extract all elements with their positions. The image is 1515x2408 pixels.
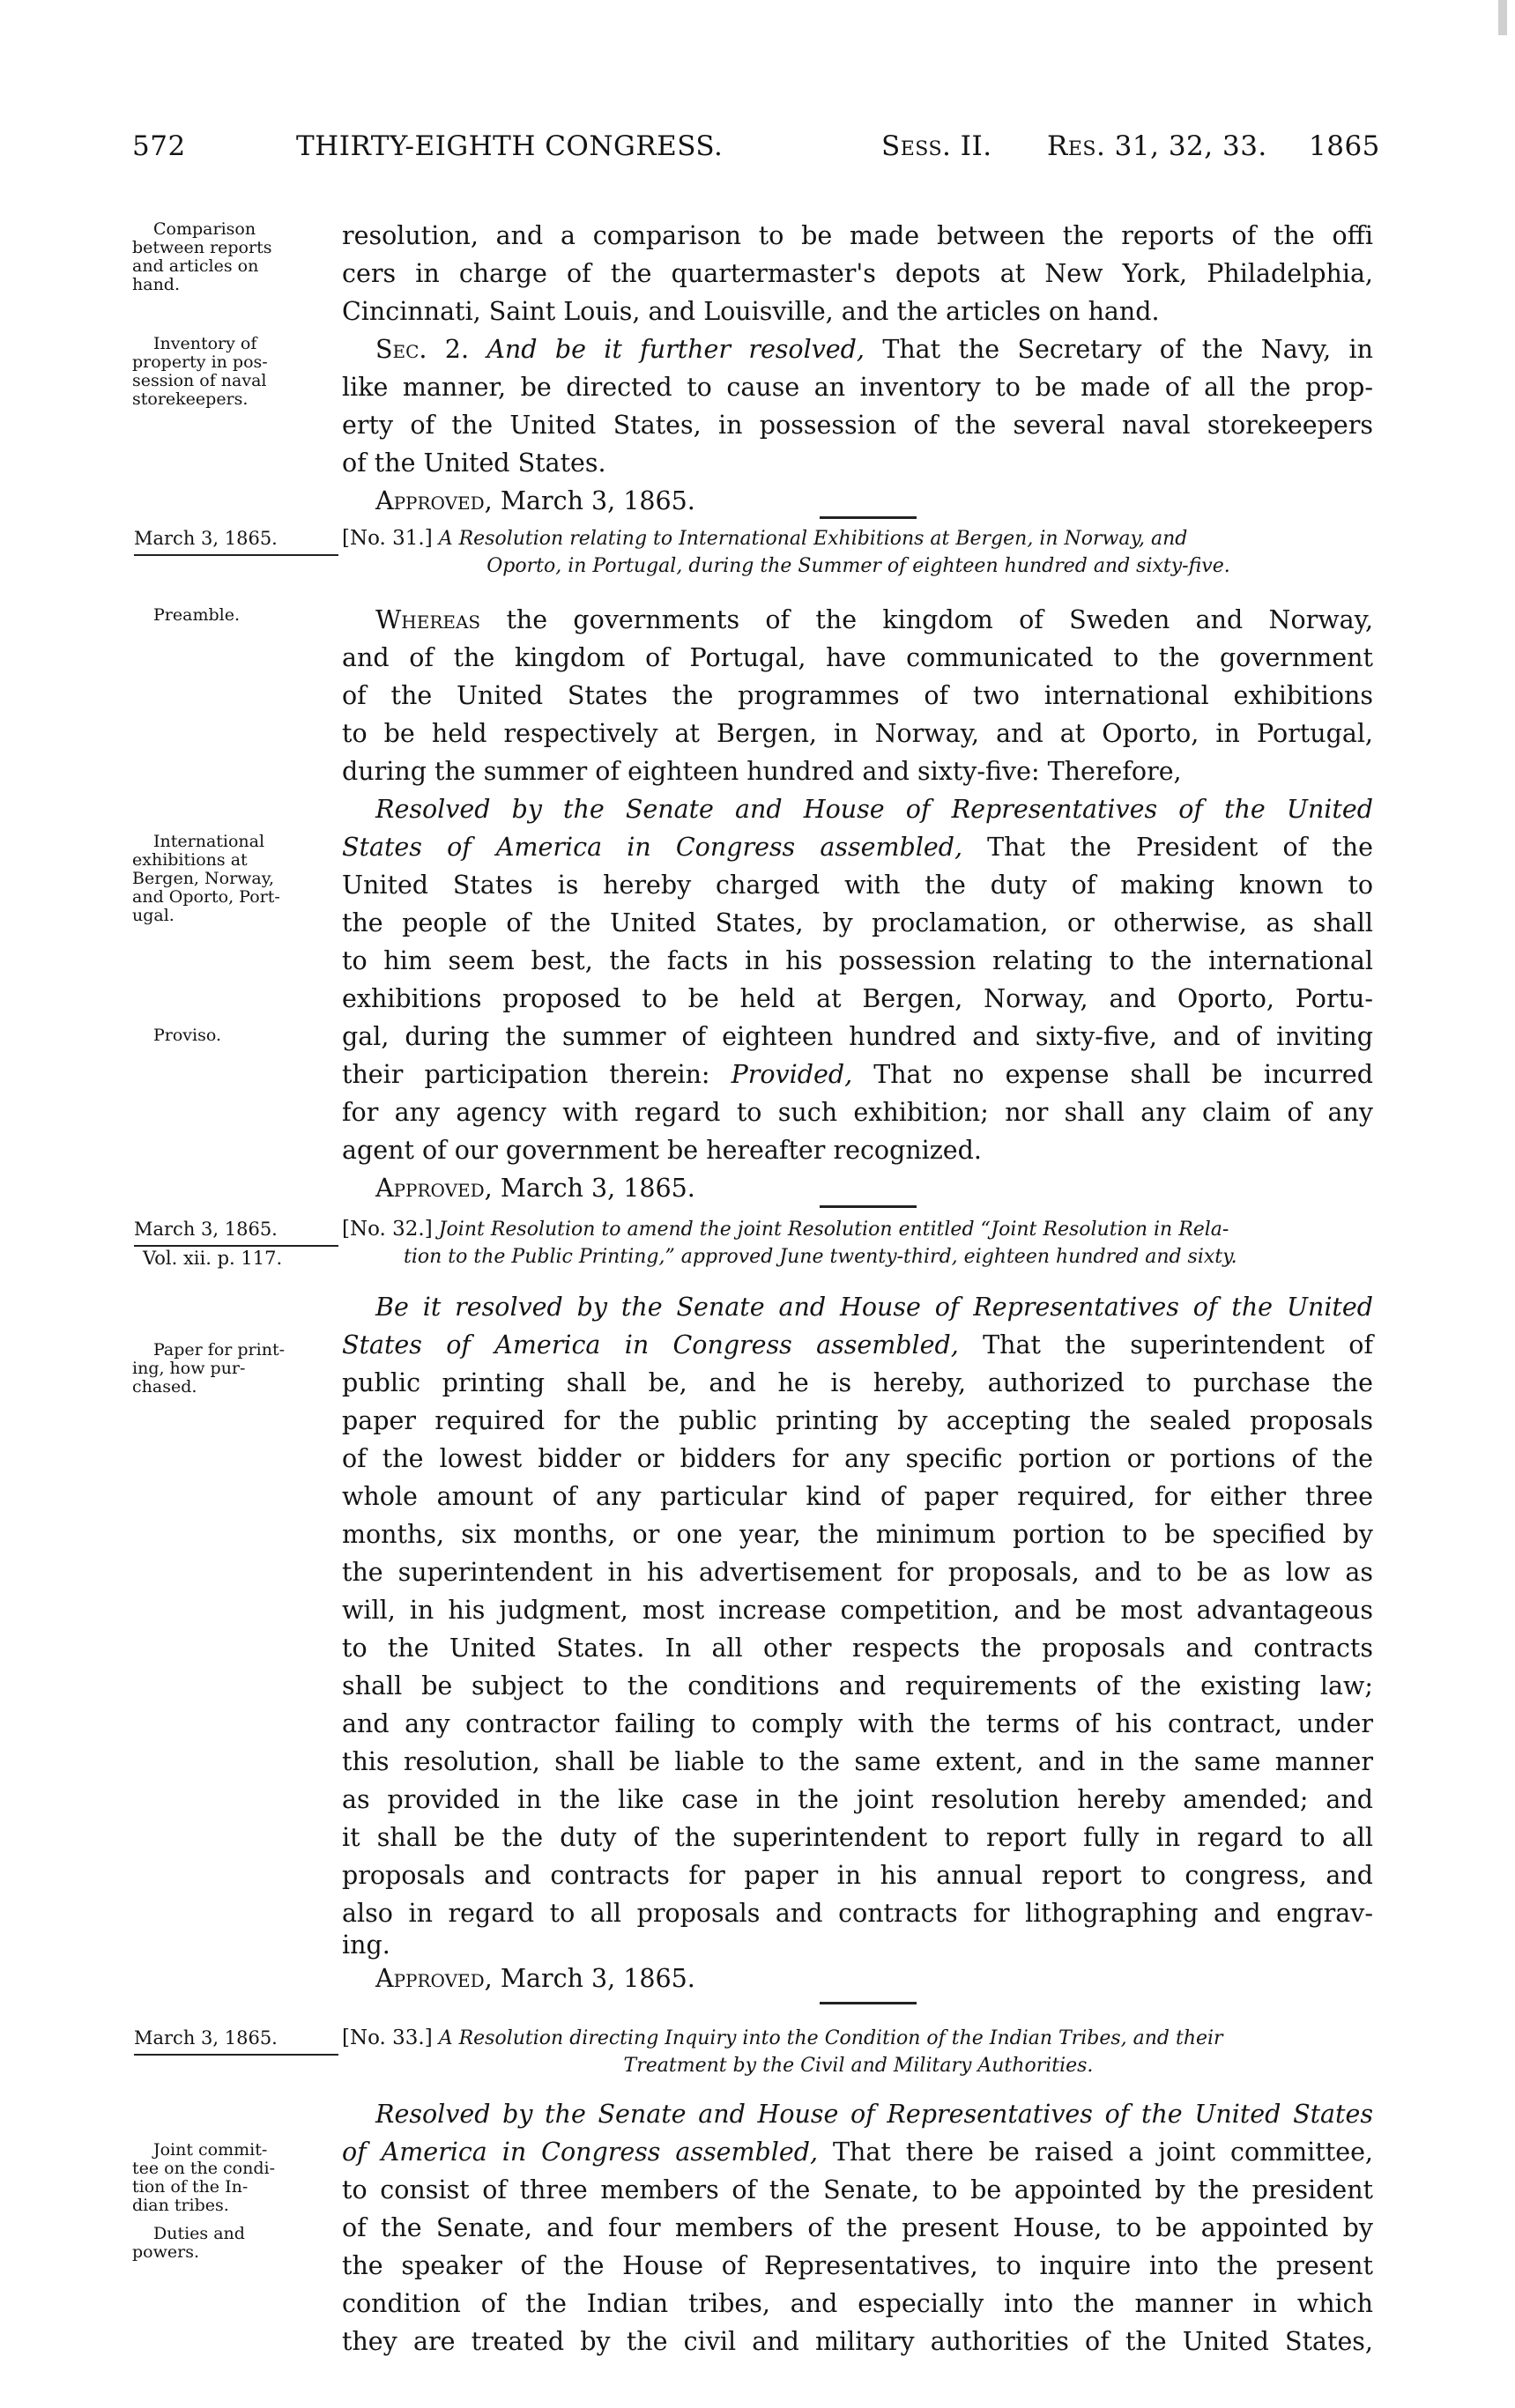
approved-line: Approved, March 3, 1865. [375, 1174, 695, 1203]
body-line: during the summer of eighteen hundred and sixty-five: Therefore, [342, 757, 1182, 786]
body-line: Cincinnati, Saint Louis, and Louisville, and the articles on hand. [342, 297, 1160, 326]
margin-note-proviso: Proviso. [153, 1026, 222, 1045]
enacting-clause: Be it resolved by the Senate and House of Representatives of the United [375, 1293, 1373, 1322]
body-line: months, six months, or one year, the minimum portion to be specified by [342, 1520, 1373, 1549]
res33-heading [342, 2025, 1375, 2079]
body-line: to consist of three members of the Senate, to be appointed by the president [342, 2175, 1373, 2204]
header-title: THIRTY-EIGHTH CONGRESS. [296, 130, 724, 162]
body-line: to him seem best, the facts in his possession relating to the international [342, 946, 1373, 975]
enacting-clause-line2: States of America in Congress assembled, That the superintendent of [342, 1330, 1373, 1360]
body-line: to the United States. In all other respects the proposals and contracts [342, 1634, 1373, 1663]
date-underline [134, 554, 338, 556]
res32-heading [342, 1216, 1375, 1271]
res33-date-column [134, 2026, 338, 2056]
page-number: 572 [132, 130, 186, 162]
body-line: the people of the United States, by proclamation, or otherwise, as shall [342, 908, 1373, 937]
proviso-line: their participation therein: Provided, That no expense shall be incurred [342, 1060, 1373, 1089]
body-line: to be held respectively at Bergen, in Norway, and at Oporto, in Portugal, [342, 719, 1373, 748]
margin-note-committee: Joint commit- tee on the condi- tion of the In- dian tribes. [132, 2140, 276, 2215]
body-line: whole amount of any particular kind of paper required, for either three [342, 1482, 1373, 1511]
res32-date-column [134, 1218, 338, 1270]
body-line: the superintendent in his advertisement for proposals, and to be as low as [342, 1558, 1373, 1587]
enacting-clause: Resolved by the Senate and House of Representatives of the United States [375, 2100, 1373, 2129]
section-label: Sec. 2. [375, 335, 470, 364]
res33-date: March 3, 1865. [134, 2027, 278, 2049]
body-line: exhibitions proposed to be held at Bergen, Norway, and Oporto, Portu- [342, 984, 1373, 1013]
enacting-clause-line2: States of America in Congress assembled, That the President of the [342, 833, 1373, 862]
res33-number: [No. 33.] [342, 2026, 433, 2049]
body-line: the speaker of the House of Representatives, to inquire into the present [342, 2251, 1373, 2280]
res31-heading [342, 525, 1375, 580]
section-divider [820, 2002, 917, 2004]
margin-note-exhibitions: International exhibitions at Bergen, Norway, and Oporto, Port- ugal. [132, 832, 280, 925]
res32-title-line2: tion to the Public Printing,” approved June twenty-third, eighteen hundred and sixty. [404, 1246, 1237, 1268]
body-line: they are treated by the civil and military authorities of the United States, [342, 2327, 1373, 2356]
section-divider [820, 516, 917, 519]
body-line: of the United States. [342, 448, 606, 478]
res33-title-line1: A Resolution directing Inquiry into the Condition of the Indian Tribes, and their [438, 2027, 1223, 2049]
body-line: United States is hereby charged with the duty of making known to [342, 871, 1373, 900]
res33-title-line2: Treatment by the Civil and Military Authorities. [623, 2055, 1094, 2077]
body-line: resolution, and a comparison to be made between the reports of the offi [342, 221, 1373, 250]
res31-number: [No. 31.] [342, 527, 433, 550]
body-line: and of the kingdom of Portugal, have communicated to the government [342, 643, 1373, 672]
approved-line: Approved, March 3, 1865. [375, 1964, 695, 1993]
body-line: it shall be the duty of the superintendent to report fully in regard to all [342, 1823, 1373, 1852]
res32-number: [No. 32.] [342, 1218, 433, 1241]
running-header [0, 130, 1515, 174]
body-line: public printing shall be, and he is hereby, authorized to purchase the [342, 1368, 1373, 1397]
body-line: of the lowest bidder or bidders for any specific portion or portions of the [342, 1444, 1373, 1473]
header-resolutions: Res. 31, 32, 33. [1047, 130, 1267, 162]
margin-note-duties: Duties and powers. [132, 2224, 245, 2262]
section-divider [820, 1205, 917, 1208]
res32-date: March 3, 1865. [134, 1219, 278, 1240]
body-line: cers in charge of the quartermaster's depots at New York, Philadelphia, [342, 259, 1373, 288]
body-line: condition of the Indian tribes, and especially into the manner in which [342, 2289, 1373, 2318]
margin-note-paper: Paper for print- ing, how pur- chased. [132, 1340, 285, 1397]
scan-artifact [1498, 0, 1507, 35]
enacting-clause-line2: of America in Congress assembled, That there be raised a joint committee, [342, 2138, 1373, 2167]
body-line: gal, during the summer of eighteen hundred and sixty-five, and of inviting [342, 1022, 1373, 1051]
enacting-phrase: And be it further resolved, [486, 335, 865, 364]
body-line: of the Senate, and four members of the present House, to be appointed by [342, 2213, 1373, 2242]
margin-note-inventory: Inventory of property in pos- session of naval storekeepers. [132, 334, 268, 409]
date-underline [134, 2054, 338, 2056]
body-line: agent of our government be hereafter recognized. [342, 1136, 982, 1165]
margin-note-comparison: Comparison between reports and articles on hand. [132, 219, 272, 294]
body-line: this resolution, shall be liable to the same extent, and in the same manner [342, 1747, 1373, 1776]
body-line: as provided in the like case in the joint resolution hereby amended; and [342, 1785, 1373, 1814]
body-line: erty of the United States, in possession of the several naval storekeepers [342, 411, 1373, 440]
body-line: will, in his judgment, most increase competition, and be most advantageous [342, 1596, 1373, 1625]
res31-title-line1: A Resolution relating to International Exhibitions at Bergen, in Norway, and [438, 528, 1188, 550]
body-line: for any agency with regard to such exhibition; nor shall any claim of any [342, 1098, 1373, 1127]
body-line: ing. [342, 1930, 390, 1960]
body-line: and any contractor failing to comply with the terms of his contract, under [342, 1709, 1373, 1738]
body-line: like manner, be directed to cause an inventory to be made of all the prop- [342, 373, 1373, 402]
enacting-clause: Resolved by the Senate and House of Representatives of the United [375, 795, 1373, 824]
section-2-first-line: Sec. 2. And be it further resolved, That the Secretary of the Navy, in [375, 335, 1373, 364]
body-line: also in regard to all proposals and contracts for lithographing and engrav- [342, 1899, 1373, 1928]
header-year: 1865 [1309, 130, 1380, 162]
res31-title-line2: Oporto, in Portugal, during the Summer of eighteen hundred and sixty-five. [486, 555, 1230, 577]
header-session: Sess. II. [881, 130, 992, 162]
res32-volume-reference: Vol. xii. p. 117. [143, 1248, 283, 1269]
body-line: proposals and contracts for paper in his annual report to congress, and [342, 1861, 1373, 1890]
res31-date-column [134, 527, 338, 556]
body-line: paper required for the public printing by accepting the sealed proposals [342, 1406, 1373, 1435]
whereas-line: Whereas the governments of the kingdom of Sweden and Norway, [375, 605, 1373, 634]
margin-note-preamble: Preamble. [153, 605, 240, 625]
approved-line: Approved, March 3, 1865. [375, 486, 695, 515]
body-line: shall be subject to the conditions and requirements of the existing law; [342, 1671, 1373, 1700]
body-line: of the United States the programmes of two international exhibitions [342, 681, 1373, 710]
res32-title-line1: Joint Resolution to amend the joint Resolution entitled “Joint Resolution in Rela- [438, 1219, 1229, 1241]
res31-date: March 3, 1865. [134, 528, 278, 549]
